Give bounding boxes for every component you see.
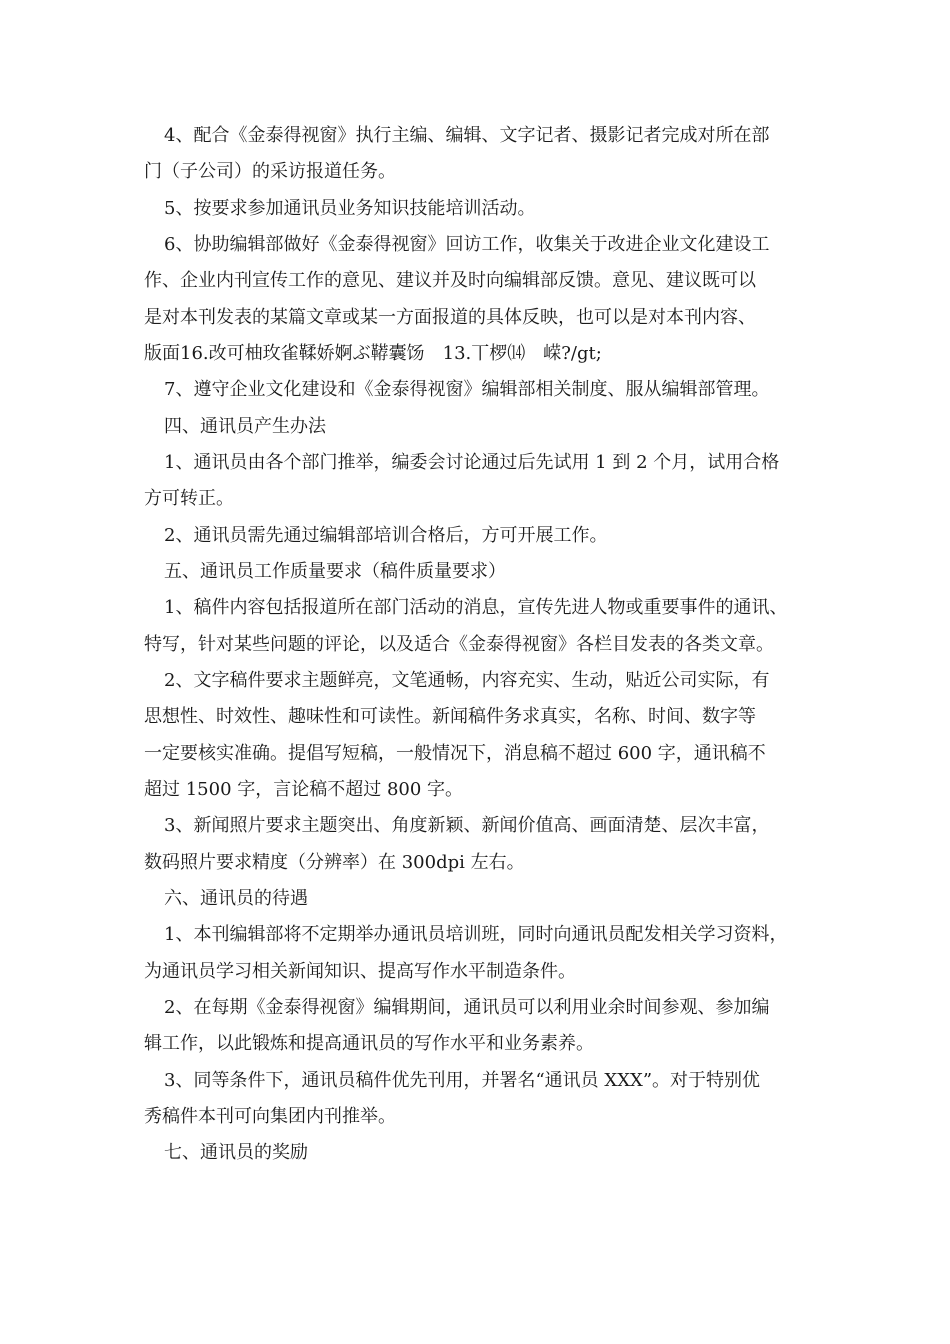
section-heading-5: 五、通讯员工作质量要求（稿件质量要求） xyxy=(164,561,506,582)
text-line-10: 1、通讯员由各个部门推举，编委会讨论通过后先试用 1 到 2 个月，试用合格 xyxy=(164,452,780,473)
text-line-28: 秀稿件本刊可向集团内刊推举。 xyxy=(144,1106,396,1127)
text-line-3: 5、按要求参加通讯员业务知识技能培训活动。 xyxy=(164,198,536,219)
text-line-23: 1、本刊编辑部将不定期举办通讯员培训班，同时向通讯员配发相关学习资料， xyxy=(164,924,788,945)
text-line-19: 超过 1500 字，言论稿不超过 800 字。 xyxy=(144,779,464,800)
text-line-6: 是对本刊发表的某篇文章或某一方面报道的具体反映，也可以是对本刊内容、 xyxy=(144,307,756,328)
text-line-1: 4、配合《金泰得视窗》执行主编、编辑、文字记者、摄影记者完成对所在部 xyxy=(164,125,770,146)
section-heading-4: 四、通讯员产生办法 xyxy=(164,416,326,437)
text-line-18: 一定要核实准确。提倡写短稿，一般情况下，消息稿不超过 600 字，通讯稿不 xyxy=(144,743,766,764)
text-line-27: 3、同等条件下，通讯员稿件优先刊用，并署名“通讯员 XXX”。对于特别优 xyxy=(164,1070,761,1091)
text-line-14: 1、稿件内容包括报道所在部门活动的消息，宣传先进人物或重要事件的通讯、 xyxy=(164,597,788,618)
text-line-15: 特写，针对某些问题的评论，以及适合《金泰得视窗》各栏目发表的各类文章。 xyxy=(144,634,774,655)
text-line-20: 3、新闻照片要求主题突出、角度新颖、新闻价值高、画面清楚、层次丰富， xyxy=(164,815,770,836)
text-line-25: 2、在每期《金泰得视窗》编辑期间，通讯员可以利用业余时间参观、参加编 xyxy=(164,997,770,1018)
text-line-4: 6、协助编辑部做好《金泰得视窗》回访工作，收集关于改进企业文化建设工 xyxy=(164,234,770,255)
text-line-17: 思想性、时效性、趣味性和可读性。新闻稿件务求真实，名称、时间、数字等 xyxy=(144,706,756,727)
text-line-2: 门（子公司）的采访报道任务。 xyxy=(144,161,396,182)
text-line-26: 辑工作，以此锻炼和提高通讯员的写作水平和业务素养。 xyxy=(144,1033,594,1054)
text-line-5: 作、企业内刊宣传工作的意见、建议并及时向编辑部反馈。意见、建议既可以 xyxy=(144,270,756,291)
section-heading-7: 七、通讯员的奖励 xyxy=(164,1142,308,1163)
text-line-8: 7、遵守企业文化建设和《金泰得视窗》编辑部相关制度、服从编辑部管理。 xyxy=(164,379,770,400)
text-line-21: 数码照片要求精度（分辨率）在 300dpi 左右。 xyxy=(144,852,525,873)
text-line-24: 为通讯员学习相关新闻知识、提高写作水平制造条件。 xyxy=(144,961,576,982)
text-line-16: 2、文字稿件要求主题鲜亮，文笔通畅，内容充实、生动，贴近公司实际，有 xyxy=(164,670,770,691)
text-line-11: 方可转正。 xyxy=(144,488,234,509)
text-line-12: 2、通讯员需先通过编辑部培训合格后，方可开展工作。 xyxy=(164,525,608,546)
text-line-7: 版面16.改可柚玫雀鞣娇婀ぶ鞯囊饧 13.丅椤⒁ 嵘?/gt; xyxy=(144,343,602,364)
section-heading-6: 六、通讯员的待遇 xyxy=(164,888,308,909)
